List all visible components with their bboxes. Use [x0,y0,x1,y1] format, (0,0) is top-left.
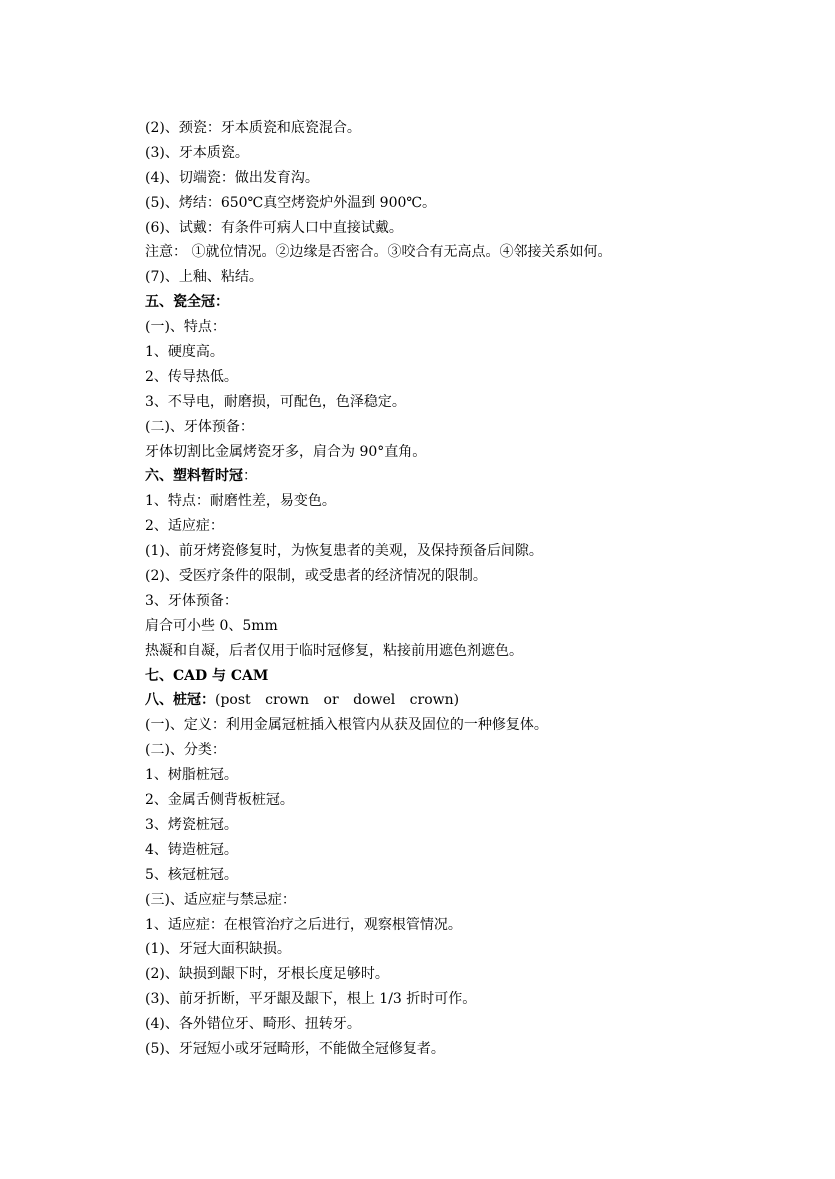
list-item: 3、不导电，耐磨损，可配色，色泽稳定。 [145,393,406,410]
section-heading-eight [145,688,805,713]
text-line: (5)、烤结：650℃真空烤瓷炉外温到 900℃。 [145,194,437,211]
section-heading-six-title: 六、塑料暂时冠 [145,468,243,485]
text-line: (2)、颈瓷：牙本质瓷和底瓷混合。 [145,120,361,136]
list-item: (2)、受医疗条件的限制，或受患者的经济情况的限制。 [145,568,487,585]
list-item: 2、传导热低。 [145,368,238,385]
subsection-heading: (二)、牙体预备： [145,418,254,435]
subsection-heading: (二)、分类： [145,742,226,759]
section-heading-five: 五、瓷全冠： [145,294,229,311]
list-item: 1、特点：耐磨性差，易变色。 [145,493,336,510]
section-heading-six [145,464,805,489]
list-item: (3)、前牙折断，平牙龈及龈下，根上 1/3 折时可作。 [145,991,477,1008]
list-item: 2、适应症： [145,518,224,535]
text-line: (3)、牙本质瓷。 [145,144,249,161]
list-item: 4、铸造桩冠。 [145,841,238,858]
text-line: 热凝和自凝，后者仅用于临时冠修复，粘接前用遮色剂遮色。 [145,642,523,659]
text-line: 牙体切割比金属烤瓷牙多，肩合为 90°直角。 [145,443,427,460]
list-item: 3、牙体预备： [145,592,238,609]
text-line: (6)、试戴：有条件可病人口中直接试戴。 [145,219,403,236]
list-item: 3、烤瓷桩冠。 [145,816,238,833]
subsection-heading: (一)、特点： [145,319,226,336]
text-line: 肩合可小些 0、5mm [145,617,278,634]
list-item: 1、硬度高。 [145,344,224,361]
subsection-heading: (三)、适应症与禁忌症： [145,891,296,908]
document-body [145,116,805,1062]
section-heading-six-colon: ： [243,468,257,485]
list-item: (4)、各外错位牙、畸形、扭转牙。 [145,1016,361,1033]
list-item: 5、核冠桩冠。 [145,866,238,883]
list-item: (1)、前牙烤瓷修复时，为恢复患者的美观，及保持预备后间隙。 [145,543,543,560]
section-heading-eight-english: (post crown or dowel crown) [215,692,460,709]
list-item: (1)、牙冠大面积缺损。 [145,941,291,958]
list-item: (5)、牙冠短小或牙冠畸形，不能做全冠修复者。 [145,1040,445,1057]
list-item: 2、金属舌侧背板桩冠。 [145,792,294,809]
section-heading-eight-title: 八、桩冠： [145,692,215,709]
text-line: (7)、上釉、粘结。 [145,269,263,286]
section-heading-seven: 七、CAD 与 CAM [145,667,269,684]
list-item: (2)、缺损到龈下时，牙根长度足够时。 [145,966,389,983]
note-line: 注意： ①就位情况。②边缘是否密合。③咬合有无高点。④邻接关系如何。 [145,244,612,261]
subsection-heading: (一)、定义：利用金属冠桩插入根管内从获及固位的一种修复体。 [145,717,548,734]
list-item: 1、树脂桩冠。 [145,767,238,784]
text-line: (4)、切端瓷：做出发育沟。 [145,169,319,186]
list-item: 1、适应症：在根管治疗之后进行，观察根管情况。 [145,916,462,933]
